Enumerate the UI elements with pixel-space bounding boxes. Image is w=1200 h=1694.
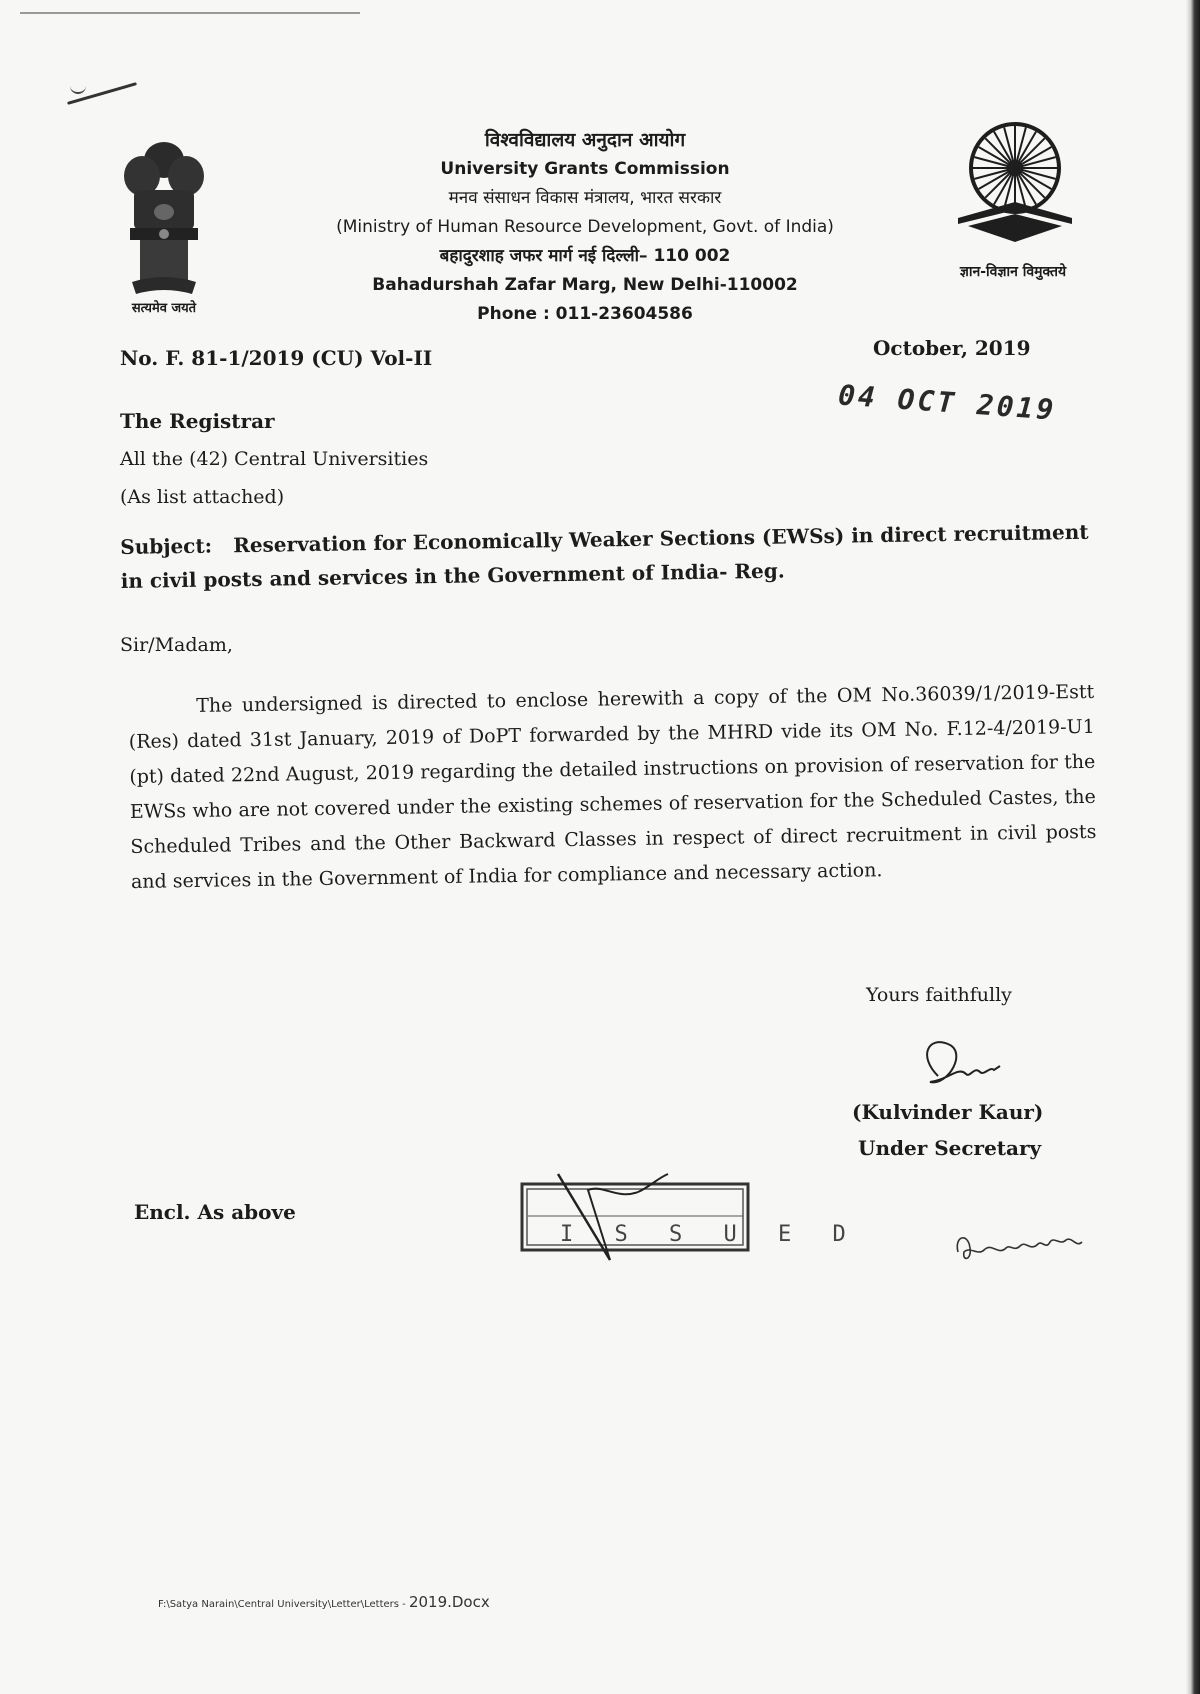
subject-text: Reservation for Economically Weaker Sections (EWSs) in direct recruitment in civil posts and services in the Government of India- Reg. <box>120 519 1089 593</box>
recipient-title: The Registrar <box>120 409 275 433</box>
initials-scribble-icon <box>950 1222 1110 1268</box>
footer-file-name: 2019.Docx <box>408 1593 490 1611</box>
ministry-hindi: मनव संसाधन विकास मंत्रालय, भारत सरकार <box>448 188 722 208</box>
issued-stamp-icon <box>518 1170 754 1262</box>
address: Bahadurshah Zafar Marg, New Delhi-110002 <box>372 275 798 295</box>
signer-title: Under Secretary <box>858 1136 1042 1160</box>
subject-label: Subject: <box>120 533 213 559</box>
file-number: No. F. 81-1/2019 (CU) Vol-II <box>120 346 433 370</box>
footer-path-text: F:\Satya Narain\Central University\Letter\Letters - <box>158 1599 409 1610</box>
org-name: University Grants Commission <box>440 159 730 179</box>
letter-date: October, 2019 <box>873 336 1031 360</box>
ashoka-emblem-icon <box>112 132 216 312</box>
scan-top-line <box>20 12 360 14</box>
body-paragraph: The undersigned is directed to enclose herewith a copy of the OM No.36039/1/2019-Estt (Res) dated 31st January, 2019 of DoPT forwarded by the MHRD vide its OM No. F.12-4/2019-U1 (pt) dated 22nd August, 2019 regarding the detailed instructions on provision of reservation for the EWSs who are not covered under the existing schemes of reservation for the Scheduled Castes, the Scheduled Tribes and the Other Backward Classes in respect of direct recruitment in civil posts and services in the Government of India for compliance and necessary action. <box>128 680 1097 893</box>
enclosure-note: Encl. As above <box>134 1200 296 1224</box>
footer-file-path <box>158 1593 490 1611</box>
address-hindi: बहादुरशाह जफर मार्ग नई दिल्ली– 110 002 <box>439 246 731 266</box>
recipient-org: All the (42) Central Universities <box>120 448 429 470</box>
scan-right-edge <box>1186 0 1200 1694</box>
salutation: Sir/Madam, <box>120 634 233 656</box>
ugc-chakra-logo-icon <box>940 110 1090 260</box>
issued-stamp-text: I S S U E D <box>560 1222 860 1247</box>
date-stamp: 04 OCT 2019 <box>837 378 1058 427</box>
recipient-block <box>120 402 428 516</box>
ministry: (Ministry of Human Resource Development, Govt. of India) <box>336 217 834 237</box>
ugc-motto: ज्ञान-विज्ञान विमुक्तये <box>959 264 1067 280</box>
closing: Yours faithfully <box>866 984 1012 1006</box>
signature-icon <box>908 1036 1028 1106</box>
recipient-note: (As list attached) <box>120 486 285 508</box>
emblem-motto: सत्यमेव जयते <box>131 301 197 316</box>
phone: Phone : 011-23604586 <box>477 304 693 324</box>
signer-name: (Kulvinder Kaur) <box>852 1100 1044 1124</box>
org-name-hindi: विश्वविद्यालय अनुदान आयोग <box>484 129 686 151</box>
letterhead <box>280 126 890 329</box>
